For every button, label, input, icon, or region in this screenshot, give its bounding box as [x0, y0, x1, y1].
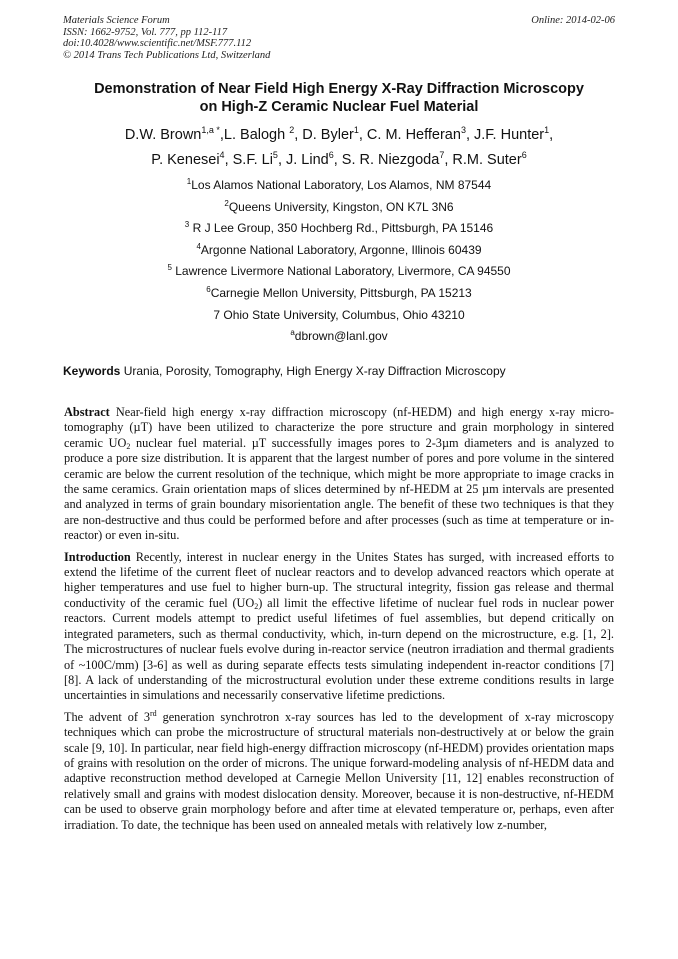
- paragraph-text: The advent of 3: [64, 709, 150, 724]
- contact-email: dbrown@lanl.gov: [294, 329, 388, 344]
- introduction-label: Introduction: [64, 549, 131, 564]
- publication-header: [63, 15, 615, 61]
- abstract-text: Near-field high energy x-ray diffraction microscopy (nf-HEDM) and high energy x-ray micro-tomography (µT) have been utilized to characterize the pore structure and grain morphology in sintered ceramic UO: [64, 405, 614, 450]
- affiliation-text: Queens University, Kingston, ON K7L 3N6: [228, 199, 454, 214]
- title-line-1: Demonstration of Near Field High Energy X-Ray Diffraction Microscopy: [94, 81, 584, 97]
- author-affiliation-mark: 6: [328, 150, 334, 160]
- affiliation-mark: 1: [186, 177, 192, 186]
- author-name: P. Kenesei: [151, 152, 220, 168]
- introduction-text: Recently, interest in nuclear energy in the Unites States has surged, with increased efforts to extend the lifetime of the current fleet of nuclear reactors and to develop advanced reactors which operate at higher temperatures and use fuel to higher burn-up. The structural integrity, fission gas release and thermal conductivity of the ceramic fuel (UO: [64, 549, 614, 610]
- paper-body: [64, 405, 614, 839]
- superscript: rd: [150, 708, 157, 718]
- author-name: , S. R. Niezgoda: [333, 152, 440, 168]
- introduction-paragraph: [64, 550, 614, 704]
- keywords-label: Keywords: [63, 364, 121, 378]
- author-name: , C. M. Hefferan: [358, 127, 461, 143]
- abstract-text: nuclear fuel material. µT successfully images pores to 2-3µm diameters and is analyzed to produce a pore size distribution. It is apparent that the largest number of pores and pore volume in the sintered ceramic are below the current resolution of the technique, which might be more appropriate to image cracks in the same ceramics. Grain orientation maps of slices determined by nf-HEDM at 25 µm intervals are presented and analyzed in terms of grain boundary misorientation angle. The benefit of these two techniques is that they are non-destructive and thus could be performed before and after processes (such as time at temperature or in-reactor) or even in-situ.: [64, 435, 614, 543]
- doi-line: doi:10.4028/www.scientific.net/MSF.777.112: [63, 38, 252, 49]
- email-mark: a: [290, 328, 295, 338]
- keywords-text: Urania, Porosity, Tomography, High Energy X-ray Diffraction Microscopy: [120, 364, 506, 378]
- introduction-text: ) all limit the effective lifetime of nuclear fuel rods in nuclear power reactors. Current models attempt to predict useful lifetimes of fuel assemblies, but depend critically on integrated parameters, such as thermal conductivity, which, in-turn depend on the microstructure, e.g. [1, 2]. The microstructures of nuclear fuels evolve during in-reactor service (neutron irradiation and thermal gradients of ~100C/mm) [3-6] as well as during separate effects tests simulating independent in-reactor conditions [7] [8]. A lack of understanding of the microstructural evolution under these extreme conditions results in large uncertainties in simulations and necessarily conservative lifetime predictions.: [64, 595, 614, 703]
- journal-name: Materials Science Forum: [63, 15, 170, 26]
- affiliation-line: [30, 175, 648, 197]
- subscript: 2: [254, 601, 259, 611]
- affiliation-mark: 2: [224, 198, 229, 208]
- affiliation-mark: 4: [196, 241, 201, 251]
- author-affiliation-mark: 4: [219, 150, 225, 160]
- affiliation-text: Argonne National Laboratory, Argonne, Illinois 60439: [200, 242, 482, 257]
- author-affiliation-mark: 1,a *: [201, 125, 220, 135]
- issn-line: ISSN: 1662-9752, Vol. 777, pp 112-117: [63, 26, 228, 38]
- affiliation-line: [30, 197, 648, 219]
- author-name: , J. Lind: [277, 152, 329, 168]
- author-affiliation-mark: 2: [289, 125, 295, 135]
- keywords-line: [63, 364, 623, 379]
- author-affiliation-mark: 7: [439, 150, 445, 160]
- affiliation-list: [30, 175, 648, 348]
- affiliation-mark: 5: [167, 263, 172, 273]
- online-date: Online: 2014-02-06: [531, 15, 615, 26]
- author-name: D.W. Brown: [124, 127, 202, 143]
- title-line-2: on High-Z Ceramic Nuclear Fuel Material: [199, 99, 479, 115]
- affiliation-text: 7 Ohio State University, Columbus, Ohio 43210: [213, 307, 465, 322]
- author-name: , J.F. Hunter: [465, 127, 545, 143]
- affiliation-mark: 3: [184, 220, 190, 230]
- affiliation-text: Lawrence Livermore National Laboratory, Livermore, CA 94550: [171, 264, 511, 279]
- affiliation-text: Carnegie Mellon University, Pittsburgh, PA 15213: [210, 285, 472, 300]
- body-paragraph: [64, 710, 614, 833]
- contact-email-line: [30, 326, 648, 348]
- affiliation-mark: 6: [206, 284, 211, 294]
- paragraph-text: generation synchrotron x-ray sources has led to the development of x-ray microscopy techniques which can probe the microstructure of structural materials non-destructively at or below the grain scale [9, 10]. In particular, near field high-energy diffraction microscopy (nf-HEDM) provides orientation maps of grains with resolution on the order of microns. The unique forward-modeling analysis of nf-HEDM data and adaptive reconstruction method developed at Carnegie Mellon University [11, 12] enables reconstruction of relatively small and grains with modest dislocation density. Moreover, because it is non-destructive, nf-HEDM can be used to observe grain morphology before and after time at elevated temperature or, perhaps, even after irradiation. To date, the technique has been used on annealed metals with relatively low z-number,: [64, 709, 614, 832]
- author-name: ,L. Balogh: [219, 127, 290, 143]
- abstract-label: Abstract: [64, 405, 110, 419]
- affiliation-text: Los Alamos National Laboratory, Los Alamos, NM 87544: [191, 178, 492, 192]
- author-separator: ,: [549, 127, 554, 143]
- affiliation-line: [30, 305, 648, 327]
- paper-title: [40, 80, 638, 116]
- affiliation-text: R J Lee Group, 350 Hochberg Rd., Pittsburgh, PA 15146: [189, 221, 494, 236]
- author-affiliation-mark: 1: [353, 125, 359, 135]
- author-name: , D. Byler: [294, 127, 354, 143]
- author-affiliation-mark: 3: [460, 125, 466, 135]
- author-affiliation-mark: 5: [272, 150, 278, 160]
- affiliation-line: [30, 218, 648, 240]
- author-affiliation-mark: 1: [544, 125, 550, 135]
- author-name: , R.M. Suter: [444, 152, 522, 168]
- affiliation-line: [30, 240, 648, 262]
- affiliation-line: [30, 283, 648, 305]
- author-name: , S.F. Li: [224, 152, 273, 168]
- abstract-paragraph: [64, 405, 614, 544]
- author-affiliation-mark: 6: [521, 150, 527, 160]
- affiliation-line: [30, 261, 648, 283]
- copyright-line: © 2014 Trans Tech Publications Ltd, Switzerland: [63, 49, 271, 61]
- subscript: 2: [126, 441, 131, 451]
- author-list: [30, 123, 648, 173]
